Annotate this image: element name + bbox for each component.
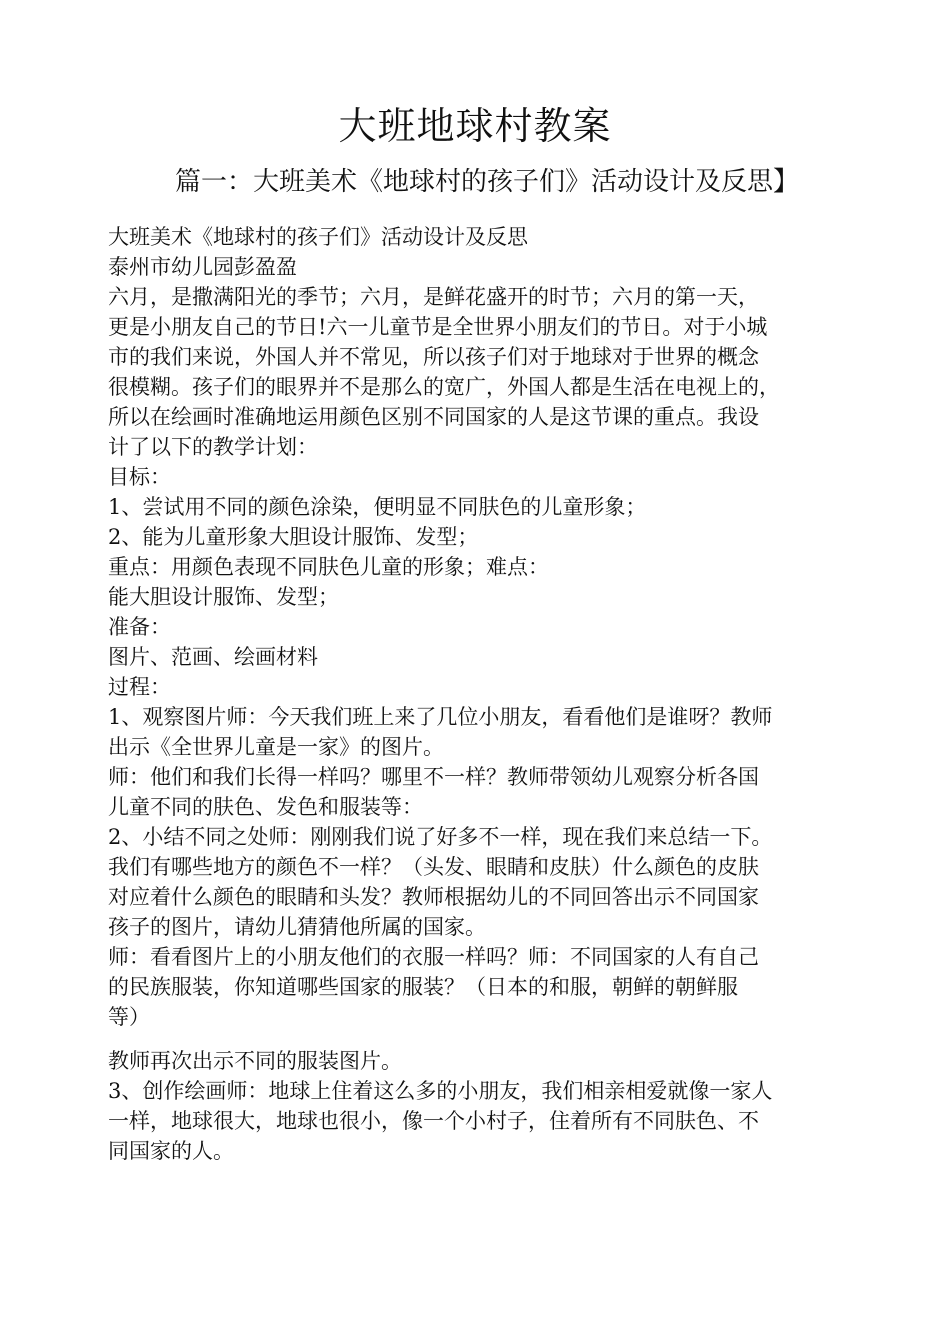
document-body xyxy=(108,222,848,1166)
body-line: 1、尝试用不同的颜色涂染，便明显不同肤色的儿童形象； xyxy=(108,495,647,519)
body-line: 大班美术《地球村的孩子们》活动设计及反思 xyxy=(108,225,528,249)
body-line: 3、创作绘画师：地球上住着这么多的小朋友，我们相亲相爱就像一家人 xyxy=(108,1079,773,1103)
body-line: 市的我们来说，外国人并不常见，所以孩子们对于地球对于世界的概念 xyxy=(108,345,759,369)
body-line: 2、能为儿童形象大胆设计服饰、发型； xyxy=(108,525,479,549)
document-subtitle: 篇一：大班美术《地球村的孩子们》活动设计及反思】 xyxy=(174,167,799,197)
body-line: 1、观察图片师：今天我们班上来了几位小朋友，看看他们是谁呀？教师 xyxy=(108,705,773,729)
body-line: 计了以下的教学计划： xyxy=(108,435,318,459)
body-line: 的民族服装，你知道哪些国家的服装？（日本的和服，朝鲜的朝鲜服 xyxy=(108,975,738,999)
body-line: 2、小结不同之处师：刚刚我们说了好多不一样，现在我们来总结一下。 xyxy=(108,825,773,849)
body-line: 教师再次出示不同的服装图片。 xyxy=(108,1049,402,1073)
body-line: 出示《全世界儿童是一家》的图片。 xyxy=(108,735,444,759)
body-line: 我们有哪些地方的颜色不一样？（头发、眼睛和皮肤）什么颜色的皮肤 xyxy=(108,855,759,879)
body-line: 儿童不同的肤色、发色和服装等： xyxy=(108,795,423,819)
body-line: 目标： xyxy=(108,465,171,489)
body-line: 很模糊。孩子们的眼界并不是那么的宽广，外国人都是生活在电视上的， xyxy=(108,375,780,399)
body-line: 过程： xyxy=(108,675,171,699)
body-line: 准备： xyxy=(108,615,171,639)
body-line: 重点：用颜色表现不同肤色儿童的形象；难点： xyxy=(108,555,549,579)
body-line: 孩子的图片，请幼儿猜猜他所属的国家。 xyxy=(108,915,486,939)
body-line: 泰州市幼儿园彭盈盈 xyxy=(108,255,297,279)
body-line: 所以在绘画时准确地运用颜色区别不同国家的人是这节课的重点。我设 xyxy=(108,405,759,429)
body-line: 同国家的人。 xyxy=(108,1139,234,1163)
body-line: 一样，地球很大，地球也很小，像一个小村子，住着所有不同肤色、不 xyxy=(108,1109,759,1133)
body-line: 师：看看图片上的小朋友他们的衣服一样吗？师：不同国家的人有自己 xyxy=(108,945,759,969)
body-line: 图片、范画、绘画材料 xyxy=(108,645,318,669)
body-line: 六月，是撒满阳光的季节；六月，是鲜花盛开的时节；六月的第一天， xyxy=(108,285,759,309)
body-line: 更是小朋友自己的节日!六一儿童节是全世界小朋友们的节日。对于小城 xyxy=(108,315,768,339)
document-title: 大班地球村教案 xyxy=(338,104,612,148)
body-line: 师：他们和我们长得一样吗？哪里不一样？教师带领幼儿观察分析各国 xyxy=(108,765,759,789)
body-line: 能大胆设计服饰、发型； xyxy=(108,585,339,609)
body-line: 对应着什么颜色的眼睛和头发？教师根据幼儿的不同回答出示不同国家 xyxy=(108,885,759,909)
paragraph-gap xyxy=(108,1032,848,1046)
body-line: 等） xyxy=(108,1005,150,1029)
